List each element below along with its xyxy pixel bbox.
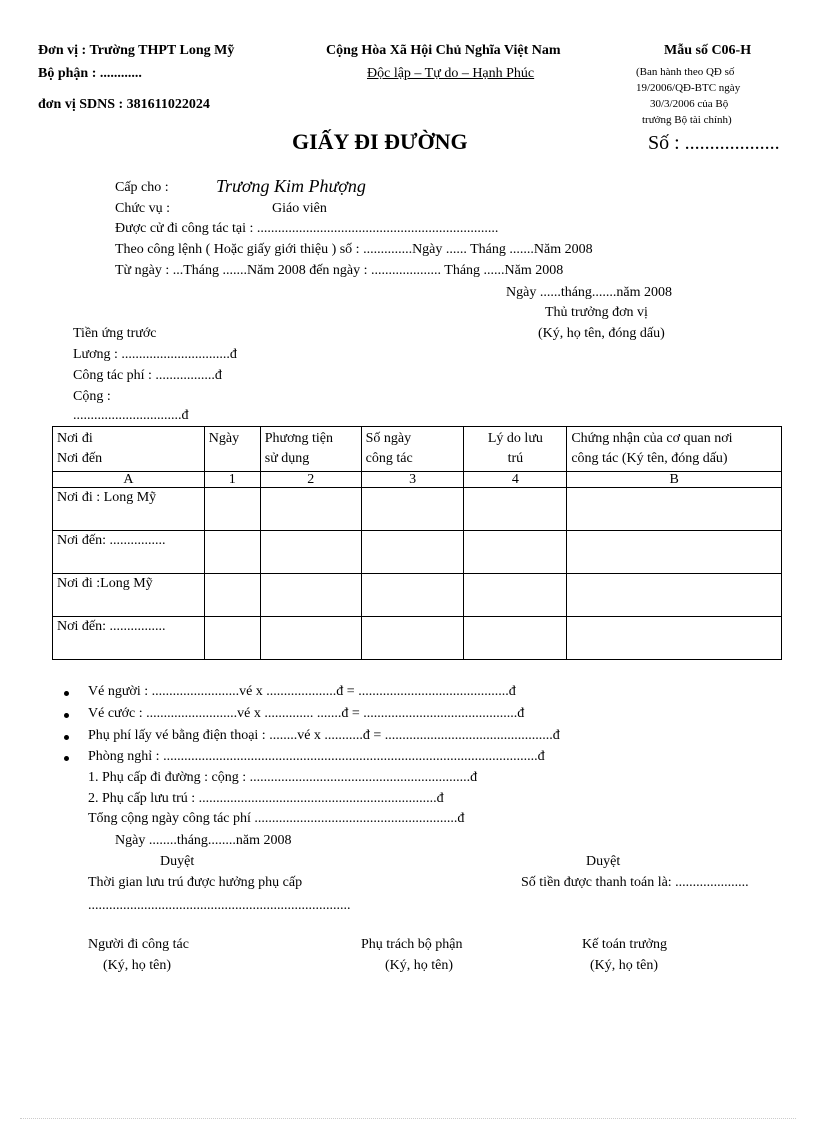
freight-ticket: Vé cước : ..........................vé x .............. .......đ = ............................................đ	[88, 706, 525, 721]
form-note-2: 19/2006/QĐ-BTC ngày	[636, 82, 741, 94]
header-cell: Phương tiện sử dụng	[260, 427, 361, 472]
table-row	[53, 574, 782, 617]
head-of-unit: Thủ trưởng đơn vị	[545, 305, 648, 320]
empty-cell	[567, 574, 782, 617]
sign-date: Ngày ......tháng.......năm 2008	[506, 285, 673, 300]
empty-cell	[260, 574, 361, 617]
empty-cell	[361, 617, 464, 660]
assigned-place: Được cử đi công tác tại : .....................................................................	[115, 221, 499, 236]
index-cell: 4	[464, 472, 567, 488]
sdns-code: đơn vị SDNS : 381611022024	[38, 97, 210, 112]
total-days: Tổng cộng ngày công tác phí ..........................................................đ	[88, 811, 465, 826]
bullet-icon	[64, 691, 69, 696]
empty-cell	[204, 531, 260, 574]
empty-cell	[260, 531, 361, 574]
bullet-icon	[64, 713, 69, 718]
empty-cell	[464, 531, 567, 574]
department: Bộ phận : ............	[38, 66, 142, 81]
form-number: Mẫu số C06-H	[664, 43, 752, 58]
form-note-4: trưởng Bộ tài chính)	[642, 114, 732, 126]
empty-cell	[204, 617, 260, 660]
traveler-title: Người đi công tác	[88, 937, 189, 952]
bullet-icon	[64, 756, 69, 761]
header-cell: Ngày	[204, 427, 260, 472]
empty-cell	[464, 617, 567, 660]
phone-booking-fee: Phụ phí lấy vé bằng điện thoại : ........vé x ...........đ = ................................................đ	[88, 728, 560, 743]
header-cell: Nơi đi Nơi đến	[53, 427, 205, 472]
unit-name: Đơn vị : Trường THPT Long Mỹ	[38, 43, 235, 58]
issued-to-label: Cấp cho :	[115, 180, 169, 195]
place-cell: Nơi đến: ................	[53, 531, 205, 574]
place-cell: Nơi đi : Long Mỹ	[53, 488, 205, 531]
advance-label: Tiền ứng trước	[73, 326, 157, 341]
empty-cell	[361, 574, 464, 617]
index-cell: B	[567, 472, 782, 488]
table-header-row	[53, 427, 782, 472]
stay-time-dots: ...........................................................................	[88, 898, 351, 913]
dept-head-sign: (Ký, họ tên)	[385, 958, 454, 973]
index-cell: A	[53, 472, 205, 488]
table-row	[53, 617, 782, 660]
table-index-row	[53, 472, 782, 488]
total-dots: ...............................đ	[73, 408, 189, 423]
index-cell: 2	[260, 472, 361, 488]
date-line: Ngày ........tháng........năm 2008	[115, 833, 292, 848]
place-cell: Nơi đến: ................	[53, 617, 205, 660]
place-cell: Nơi đi :Long Mỹ	[53, 574, 205, 617]
empty-cell	[464, 574, 567, 617]
table-row	[53, 531, 782, 574]
index-cell: 1	[204, 472, 260, 488]
head-of-unit-sign: (Ký, họ tên, đóng dấu)	[538, 326, 665, 341]
empty-cell	[204, 488, 260, 531]
empty-cell	[567, 488, 782, 531]
lodging: Phòng nghỉ : ...........................................................................................................đ	[88, 749, 545, 764]
stay-time-label: Thời gian lưu trú được hưởng phụ cấp	[88, 875, 303, 890]
mission-order: Theo công lệnh ( Hoặc giấy giới thiệu ) số : ..............Ngày ...... Tháng .......Năm 2008	[115, 242, 593, 257]
header-cell: Số ngày công tác	[361, 427, 464, 472]
travel-allowance: 1. Phụ cấp đi đường : cộng : ...............................................................đ	[88, 770, 478, 785]
form-note-1: (Ban hành theo QĐ số	[636, 66, 735, 78]
position-value: Giáo viên	[272, 201, 327, 216]
empty-cell	[361, 488, 464, 531]
empty-cell	[260, 488, 361, 531]
empty-cell	[567, 531, 782, 574]
travel-table	[52, 426, 782, 660]
page-title: GIẤY ĐI ĐƯỜNG	[292, 129, 468, 154]
header-cell: Chứng nhận của cơ quan nơi công tác (Ký tên, đóng dấu)	[567, 427, 782, 472]
empty-cell	[204, 574, 260, 617]
approved-left: Duyệt	[160, 854, 195, 869]
empty-cell	[567, 617, 782, 660]
traveler-sign: (Ký, họ tên)	[103, 958, 172, 973]
passenger-ticket: Vé người : .........................vé x ....................đ = ...........................................đ	[88, 684, 516, 699]
document-number: Số : ...................	[648, 132, 780, 154]
national-name: Cộng Hòa Xã Hội Chủ Nghĩa Việt Nam	[326, 43, 561, 58]
dept-head-title: Phụ trách bộ phận	[361, 937, 463, 952]
empty-cell	[260, 617, 361, 660]
bullet-icon	[64, 735, 69, 740]
form-note-3: 30/3/2006 của Bộ	[650, 98, 729, 110]
empty-cell	[361, 531, 464, 574]
payment-amount: Số tiền được thanh toán là: .....................	[521, 875, 749, 890]
total-label: Cộng :	[73, 389, 111, 404]
national-motto: Độc lập – Tự do – Hạnh Phúc	[367, 66, 535, 81]
position-label: Chức vụ :	[115, 201, 171, 216]
salary-line: Lương : ...............................đ	[73, 347, 237, 362]
date-range: Từ ngày : ...Tháng .......Năm 2008 đến ngày : .................... Tháng ......Năm 2008	[115, 263, 564, 278]
issued-to-value: Trương Kim Phượng	[216, 176, 366, 196]
page-bottom-divider	[20, 1118, 796, 1119]
index-cell: 3	[361, 472, 464, 488]
travel-fee-line: Công tác phí : .................đ	[73, 368, 222, 383]
chief-accountant-title: Kế toán trưởng	[582, 937, 667, 952]
stay-allowance: 2. Phụ cấp lưu trú : ....................................................................đ	[88, 791, 444, 806]
chief-accountant-sign: (Ký, họ tên)	[590, 958, 659, 973]
empty-cell	[464, 488, 567, 531]
table-row	[53, 488, 782, 531]
approved-right: Duyệt	[586, 854, 621, 869]
header-cell: Lý do lưu trú	[464, 427, 567, 472]
